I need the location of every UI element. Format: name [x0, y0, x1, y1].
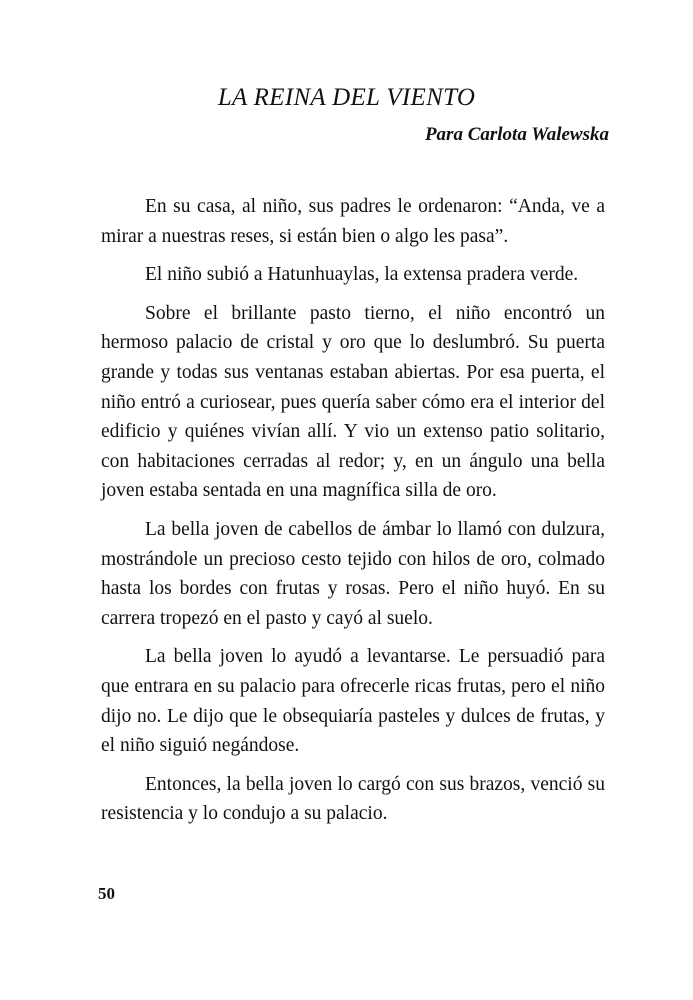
paragraph: Sobre el brillante pasto tierno, el niño encontró un hermoso palacio de cristal y oro que lo deslumbró. Su puerta grande y todas sus ventanas estaban abiertas. Por esa puerta, el niño entró a curiosear, pues quería saber cómo era el interior del edificio y quiénes vivían allí. Y vio un extenso patio solitario, con habitaciones cerradas al redor; y, en un ángulo una bella joven estaba sentada en una magnífica silla de oro. — [101, 302, 605, 502]
paragraph: La bella joven lo ayudó a levantarse. Le persuadió para que entrara en su palacio para ofrecerle ricas frutas, pero el niño dijo no. Le dijo que le obsequiaría pasteles y dulces de frutas, y el niño siguió negándose. — [101, 646, 605, 757]
dedication: Para Carlota Walewska — [424, 124, 609, 145]
story-title: LA REINA DEL VIENTO — [217, 84, 476, 111]
story-body — [101, 192, 605, 838]
paragraph: El niño subió a Hatunhuaylas, la extensa pradera verde. — [145, 264, 579, 286]
paragraph: En su casa, al niño, sus padres le ordenaron: “Anda, ve a mirar a nuestras reses, si están bien o algo les pasa”. — [101, 196, 605, 247]
paragraph: Entonces, la bella joven lo cargó con sus brazos, venció su resistencia y lo condujo a su palacio. — [101, 773, 605, 825]
paragraph: La bella joven de cabellos de ámbar lo llamó con dulzura, mostrándole un precioso cesto tejido con hilos de oro, colmado hasta los bordes con frutas y rosas. Pero el niño huyó. En su carrera tropezó en el pasto y cayó al suelo. — [101, 518, 605, 629]
page-number: 50 — [98, 884, 115, 903]
